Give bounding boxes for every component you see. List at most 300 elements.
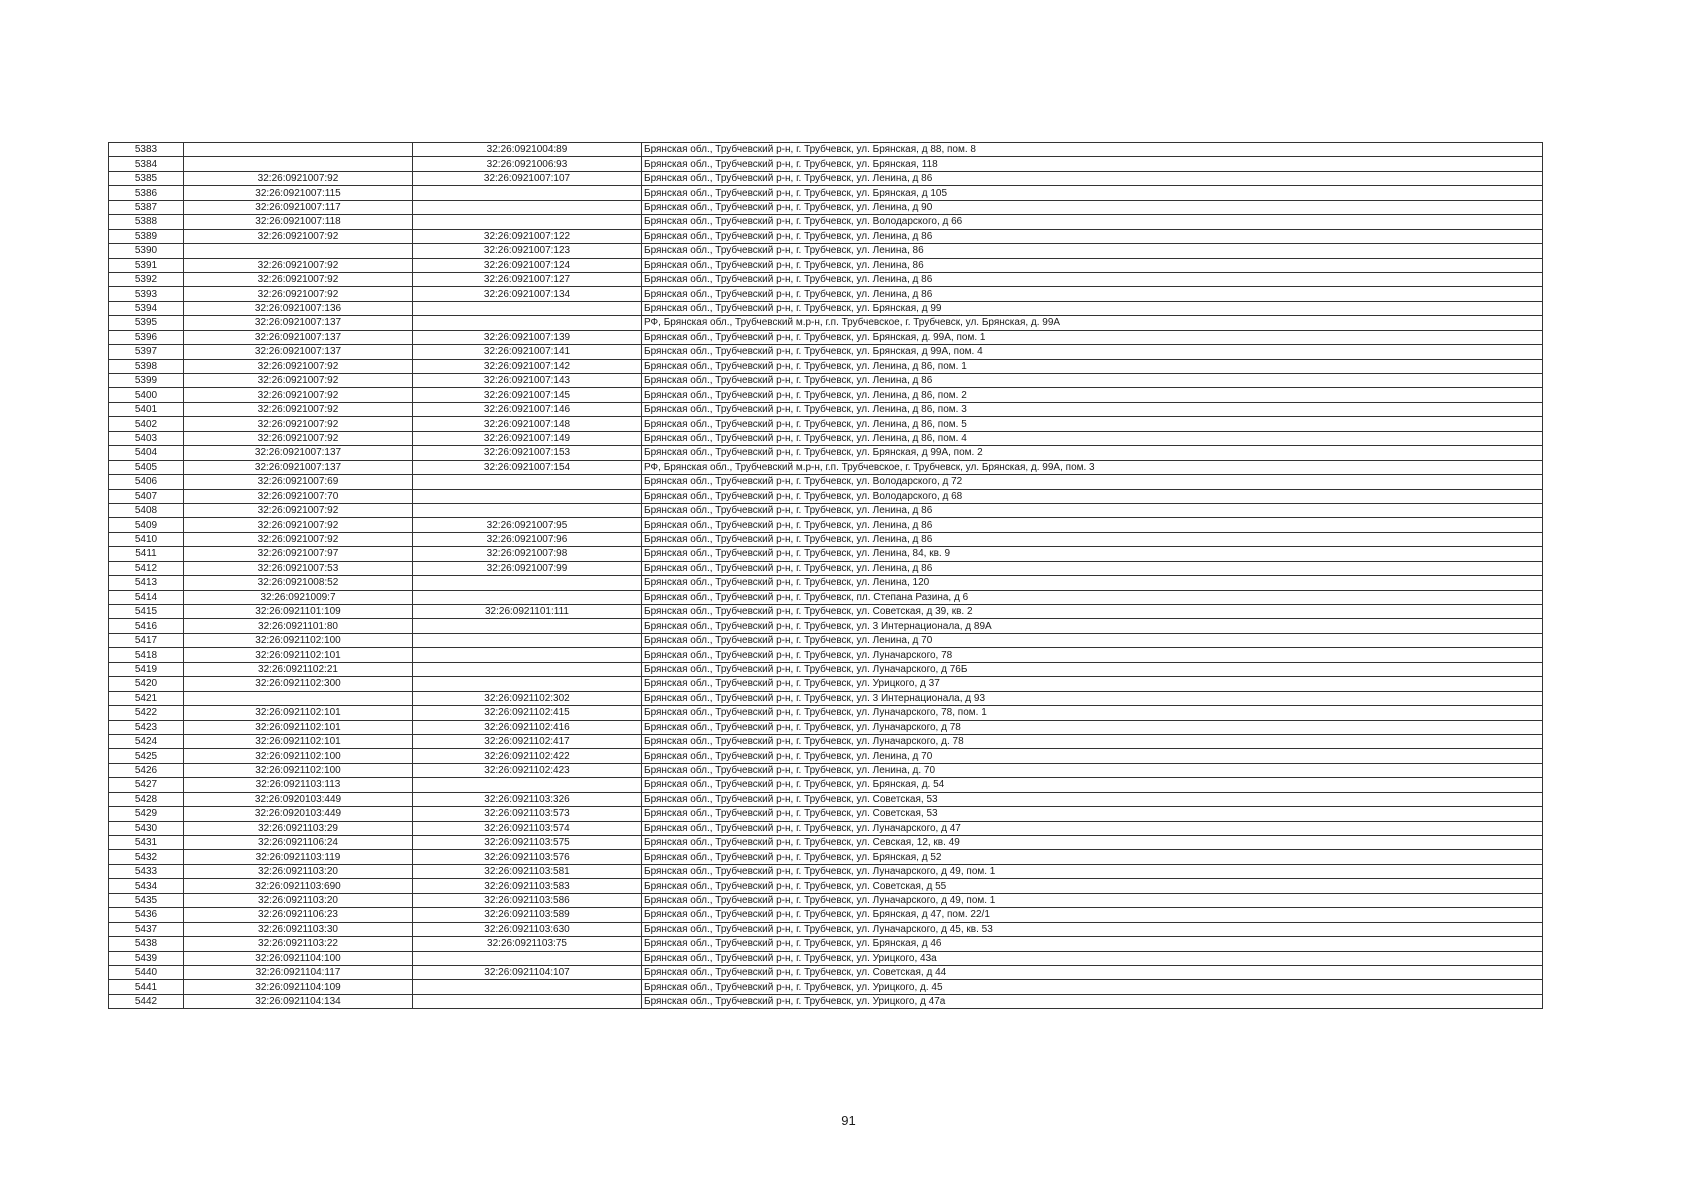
cadastral-number-cell: 32:26:0921102:422: [413, 749, 642, 763]
cadastral-number-cell: 32:26:0921007:98: [413, 547, 642, 561]
row-number-cell: 5401: [109, 402, 184, 416]
address-cell: Брянская обл., Трубчевский р-н, г. Трубчевск, ул. Советская, д 44: [642, 965, 1543, 979]
registry-table-body: [109, 143, 1543, 1009]
parent-cadastral-number-cell: 32:26:0921007:115: [184, 186, 413, 200]
table-row: [109, 417, 1543, 431]
row-number-cell: 5427: [109, 778, 184, 792]
address-cell: Брянская обл., Трубчевский р-н, г. Трубчевск, ул. Ленина, д 86: [642, 272, 1543, 286]
parent-cadastral-number-cell: 32:26:0921106:24: [184, 836, 413, 850]
table-row: [109, 691, 1543, 705]
address-cell: Брянская обл., Трубчевский р-н, г. Трубчевск, ул. Володарского, д 66: [642, 215, 1543, 229]
table-row: [109, 547, 1543, 561]
parent-cadastral-number-cell: 32:26:0921007:69: [184, 475, 413, 489]
table-row: [109, 720, 1543, 734]
row-number-cell: 5386: [109, 186, 184, 200]
row-number-cell: 5417: [109, 633, 184, 647]
cadastral-number-cell: 32:26:0921102:417: [413, 734, 642, 748]
row-number-cell: 5439: [109, 951, 184, 965]
table-row: [109, 994, 1543, 1008]
parent-cadastral-number-cell: 32:26:0921103:113: [184, 778, 413, 792]
parent-cadastral-number-cell: 32:26:0921104:100: [184, 951, 413, 965]
row-number-cell: 5398: [109, 359, 184, 373]
address-cell: Брянская обл., Трубчевский р-н, г. Трубчевск, ул. Ленина, д 86: [642, 229, 1543, 243]
table-row: [109, 836, 1543, 850]
address-cell: Брянская обл., Трубчевский р-н, г. Трубчевск, ул. Брянская, 118: [642, 157, 1543, 171]
cadastral-number-cell: 32:26:0921101:111: [413, 605, 642, 619]
cadastral-number-cell: 32:26:0921007:123: [413, 244, 642, 258]
table-row: [109, 200, 1543, 214]
cadastral-number-cell: 32:26:0921007:154: [413, 460, 642, 474]
address-cell: Брянская обл., Трубчевский р-н, г. Трубчевск, ул. Урицкого, д 47а: [642, 994, 1543, 1008]
address-cell: Брянская обл., Трубчевский р-н, г. Трубчевск, ул. Брянская, д 99А, пом. 4: [642, 345, 1543, 359]
row-number-cell: 5407: [109, 489, 184, 503]
table-row: [109, 864, 1543, 878]
cadastral-number-cell: 32:26:0921007:139: [413, 330, 642, 344]
parent-cadastral-number-cell: 32:26:0921007:53: [184, 561, 413, 575]
cadastral-number-cell: 32:26:0921007:134: [413, 287, 642, 301]
cadastral-number-cell: 32:26:0921007:122: [413, 229, 642, 243]
cadastral-number-cell: [413, 301, 642, 315]
cadastral-number-cell: 32:26:0921004:89: [413, 143, 642, 157]
table-row: [109, 532, 1543, 546]
parent-cadastral-number-cell: [184, 244, 413, 258]
address-cell: Брянская обл., Трубчевский р-н, г. Трубчевск, ул. Брянская, д. 99А, пом. 1: [642, 330, 1543, 344]
address-cell: Брянская обл., Трубчевский р-н, г. Трубчевск, ул. Урицкого, д 37: [642, 677, 1543, 691]
row-number-cell: 5408: [109, 503, 184, 517]
parent-cadastral-number-cell: [184, 143, 413, 157]
parent-cadastral-number-cell: 32:26:0921007:70: [184, 489, 413, 503]
parent-cadastral-number-cell: 32:26:0921102:101: [184, 706, 413, 720]
address-cell: Брянская обл., Трубчевский р-н, г. Трубчевск, ул. Луначарского, 78, пом. 1: [642, 706, 1543, 720]
address-cell: Брянская обл., Трубчевский р-н, г. Трубчевск, ул. Ленина, 86: [642, 258, 1543, 272]
address-cell: Брянская обл., Трубчевский р-н, г. Трубчевск, ул. Володарского, д 68: [642, 489, 1543, 503]
table-row: [109, 893, 1543, 907]
parent-cadastral-number-cell: 32:26:0921007:97: [184, 547, 413, 561]
row-number-cell: 5409: [109, 518, 184, 532]
row-number-cell: 5410: [109, 532, 184, 546]
row-number-cell: 5436: [109, 908, 184, 922]
cadastral-number-cell: 32:26:0921007:124: [413, 258, 642, 272]
cadastral-number-cell: [413, 648, 642, 662]
table-row: [109, 446, 1543, 460]
table-row: [109, 734, 1543, 748]
row-number-cell: 5423: [109, 720, 184, 734]
cadastral-number-cell: 32:26:0921007:95: [413, 518, 642, 532]
address-cell: Брянская обл., Трубчевский р-н, г. Трубчевск, ул. Луначарского, д 49, пом. 1: [642, 893, 1543, 907]
table-row: [109, 229, 1543, 243]
row-number-cell: 5392: [109, 272, 184, 286]
parent-cadastral-number-cell: 32:26:0921007:117: [184, 200, 413, 214]
table-row: [109, 272, 1543, 286]
cadastral-number-cell: 32:26:0921007:143: [413, 374, 642, 388]
address-cell: Брянская обл., Трубчевский р-н, г. Трубчевск, ул. Брянская, д 99А, пом. 2: [642, 446, 1543, 460]
cadastral-number-cell: 32:26:0921007:145: [413, 388, 642, 402]
address-cell: Брянская обл., Трубчевский р-н, г. Трубчевск, ул. Ленина, д 86: [642, 374, 1543, 388]
table-row: [109, 489, 1543, 503]
parent-cadastral-number-cell: 32:26:0921104:134: [184, 994, 413, 1008]
parent-cadastral-number-cell: 32:26:0921103:29: [184, 821, 413, 835]
address-cell: Брянская обл., Трубчевский р-н, г. Трубчевск, ул. Брянская, д 99: [642, 301, 1543, 315]
row-number-cell: 5419: [109, 662, 184, 676]
table-row: [109, 215, 1543, 229]
address-cell: Брянская обл., Трубчевский р-н, г. Трубчевск, ул. 3 Интернационала, д 89А: [642, 619, 1543, 633]
parent-cadastral-number-cell: 32:26:0921007:92: [184, 171, 413, 185]
cadastral-number-cell: 32:26:0921104:107: [413, 965, 642, 979]
address-cell: Брянская обл., Трубчевский р-н, г. Трубчевск, ул. Брянская, д 52: [642, 850, 1543, 864]
parent-cadastral-number-cell: 32:26:0921007:136: [184, 301, 413, 315]
cadastral-number-cell: [413, 994, 642, 1008]
address-cell: Брянская обл., Трубчевский р-н, г. Трубчевск, ул. Луначарского, д. 78: [642, 734, 1543, 748]
table-row: [109, 402, 1543, 416]
table-row: [109, 186, 1543, 200]
row-number-cell: 5426: [109, 763, 184, 777]
parent-cadastral-number-cell: 32:26:0921102:100: [184, 633, 413, 647]
parent-cadastral-number-cell: 32:26:0921007:137: [184, 345, 413, 359]
table-row: [109, 518, 1543, 532]
row-number-cell: 5404: [109, 446, 184, 460]
parent-cadastral-number-cell: 32:26:0921007:118: [184, 215, 413, 229]
row-number-cell: 5406: [109, 475, 184, 489]
row-number-cell: 5395: [109, 316, 184, 330]
table-row: [109, 749, 1543, 763]
cadastral-number-cell: [413, 778, 642, 792]
address-cell: Брянская обл., Трубчевский р-н, г. Трубчевск, ул. Луначарского, д 78: [642, 720, 1543, 734]
table-row: [109, 503, 1543, 517]
parent-cadastral-number-cell: 32:26:0921007:92: [184, 359, 413, 373]
cadastral-number-cell: [413, 475, 642, 489]
cadastral-number-cell: 32:26:0921103:573: [413, 807, 642, 821]
cadastral-number-cell: [413, 590, 642, 604]
cadastral-number-cell: [413, 619, 642, 633]
table-row: [109, 576, 1543, 590]
table-row: [109, 965, 1543, 979]
row-number-cell: 5412: [109, 561, 184, 575]
parent-cadastral-number-cell: 32:26:0921009:7: [184, 590, 413, 604]
parent-cadastral-number-cell: [184, 691, 413, 705]
cadastral-number-cell: 32:26:0921103:589: [413, 908, 642, 922]
cadastral-number-cell: 32:26:0921007:148: [413, 417, 642, 431]
table-row: [109, 345, 1543, 359]
parent-cadastral-number-cell: 32:26:0920103:449: [184, 792, 413, 806]
table-row: [109, 475, 1543, 489]
table-row: [109, 763, 1543, 777]
table-row: [109, 590, 1543, 604]
cadastral-number-cell: 32:26:0921102:302: [413, 691, 642, 705]
registry-table: [108, 142, 1543, 1009]
address-cell: Брянская обл., Трубчевский р-н, г. Трубчевск, ул. Ленина, д 86: [642, 561, 1543, 575]
table-row: [109, 171, 1543, 185]
address-cell: Брянская обл., Трубчевский р-н, г. Трубчевск, ул. Ленина, 86: [642, 244, 1543, 258]
parent-cadastral-number-cell: 32:26:0921008:52: [184, 576, 413, 590]
address-cell: Брянская обл., Трубчевский р-н, г. Трубчевск, ул. Ленина, д 86, пом. 4: [642, 431, 1543, 445]
table-row: [109, 778, 1543, 792]
address-cell: Брянская обл., Трубчевский р-н, г. Трубчевск, ул. Ленина, д 70: [642, 633, 1543, 647]
row-number-cell: 5415: [109, 605, 184, 619]
parent-cadastral-number-cell: [184, 157, 413, 171]
row-number-cell: 5397: [109, 345, 184, 359]
parent-cadastral-number-cell: 32:26:0921106:23: [184, 908, 413, 922]
row-number-cell: 5396: [109, 330, 184, 344]
parent-cadastral-number-cell: 32:26:0921102:101: [184, 720, 413, 734]
address-cell: Брянская обл., Трубчевский р-н, г. Трубчевск, ул. Ленина, д 90: [642, 200, 1543, 214]
row-number-cell: 5442: [109, 994, 184, 1008]
parent-cadastral-number-cell: 32:26:0921007:92: [184, 388, 413, 402]
parent-cadastral-number-cell: 32:26:0921007:92: [184, 518, 413, 532]
address-cell: Брянская обл., Трубчевский р-н, г. Трубчевск, пл. Степана Разина, д 6: [642, 590, 1543, 604]
table-row: [109, 431, 1543, 445]
table-row: [109, 143, 1543, 157]
parent-cadastral-number-cell: 32:26:0921007:137: [184, 330, 413, 344]
row-number-cell: 5405: [109, 460, 184, 474]
cadastral-number-cell: 32:26:0921007:99: [413, 561, 642, 575]
row-number-cell: 5432: [109, 850, 184, 864]
row-number-cell: 5388: [109, 215, 184, 229]
table-row: [109, 706, 1543, 720]
address-cell: Брянская обл., Трубчевский р-н, г. Трубчевск, ул. Ленина, д 86: [642, 287, 1543, 301]
parent-cadastral-number-cell: 32:26:0921007:92: [184, 258, 413, 272]
row-number-cell: 5384: [109, 157, 184, 171]
cadastral-number-cell: [413, 662, 642, 676]
table-row: [109, 359, 1543, 373]
cadastral-number-cell: 32:26:0921006:93: [413, 157, 642, 171]
address-cell: Брянская обл., Трубчевский р-н, г. Трубчевск, ул. Луначарского, 78: [642, 648, 1543, 662]
parent-cadastral-number-cell: 32:26:0921007:137: [184, 460, 413, 474]
address-cell: Брянская обл., Трубчевский р-н, г. Трубчевск, ул. Брянская, д 88, пом. 8: [642, 143, 1543, 157]
parent-cadastral-number-cell: 32:26:0921007:92: [184, 287, 413, 301]
row-number-cell: 5413: [109, 576, 184, 590]
table-row: [109, 388, 1543, 402]
address-cell: Брянская обл., Трубчевский р-н, г. Трубчевск, ул. Луначарского, д 45, кв. 53: [642, 922, 1543, 936]
cadastral-number-cell: 32:26:0921007:107: [413, 171, 642, 185]
address-cell: Брянская обл., Трубчевский р-н, г. Трубчевск, ул. Урицкого, 43а: [642, 951, 1543, 965]
parent-cadastral-number-cell: 32:26:0921007:92: [184, 374, 413, 388]
parent-cadastral-number-cell: 32:26:0921103:30: [184, 922, 413, 936]
cadastral-number-cell: [413, 316, 642, 330]
row-number-cell: 5420: [109, 677, 184, 691]
table-row: [109, 792, 1543, 806]
parent-cadastral-number-cell: 32:26:0921103:20: [184, 893, 413, 907]
parent-cadastral-number-cell: 32:26:0921104:109: [184, 980, 413, 994]
address-cell: Брянская обл., Трубчевский р-н, г. Трубчевск, ул. Советская, 53: [642, 792, 1543, 806]
parent-cadastral-number-cell: 32:26:0921103:22: [184, 937, 413, 951]
cadastral-number-cell: 32:26:0921007:149: [413, 431, 642, 445]
address-cell: Брянская обл., Трубчевский р-н, г. Трубчевск, ул. Ленина, д 86, пом. 5: [642, 417, 1543, 431]
table-row: [109, 677, 1543, 691]
row-number-cell: 5424: [109, 734, 184, 748]
parent-cadastral-number-cell: 32:26:0921007:92: [184, 402, 413, 416]
address-cell: Брянская обл., Трубчевский р-н, г. Трубчевск, ул. Ленина, д 86: [642, 532, 1543, 546]
cadastral-number-cell: [413, 633, 642, 647]
cadastral-number-cell: 32:26:0921007:96: [413, 532, 642, 546]
table-row: [109, 316, 1543, 330]
row-number-cell: 5430: [109, 821, 184, 835]
parent-cadastral-number-cell: 32:26:0921007:92: [184, 503, 413, 517]
table-row: [109, 619, 1543, 633]
cadastral-number-cell: 32:26:0921007:142: [413, 359, 642, 373]
row-number-cell: 5394: [109, 301, 184, 315]
row-number-cell: 5437: [109, 922, 184, 936]
address-cell: РФ, Брянская обл., Трубчевский м.р-н, г.п. Трубчевское, г. Трубчевск, ул. Брянская, д. 99А: [642, 316, 1543, 330]
parent-cadastral-number-cell: 32:26:0921102:300: [184, 677, 413, 691]
row-number-cell: 5402: [109, 417, 184, 431]
row-number-cell: 5403: [109, 431, 184, 445]
cadastral-number-cell: 32:26:0921103:75: [413, 937, 642, 951]
cadastral-number-cell: [413, 503, 642, 517]
row-number-cell: 5422: [109, 706, 184, 720]
table-row: [109, 561, 1543, 575]
address-cell: Брянская обл., Трубчевский р-н, г. Трубчевск, ул. Ленина, д 86: [642, 503, 1543, 517]
row-number-cell: 5421: [109, 691, 184, 705]
parent-cadastral-number-cell: 32:26:0921007:137: [184, 446, 413, 460]
parent-cadastral-number-cell: 32:26:0920103:449: [184, 807, 413, 821]
parent-cadastral-number-cell: 32:26:0921102:100: [184, 749, 413, 763]
row-number-cell: 5425: [109, 749, 184, 763]
address-cell: Брянская обл., Трубчевский р-н, г. Трубчевск, ул. Луначарского, д 76Б: [642, 662, 1543, 676]
table-row: [109, 374, 1543, 388]
row-number-cell: 5416: [109, 619, 184, 633]
address-cell: Брянская обл., Трубчевский р-н, г. Трубчевск, ул. 3 Интернационала, д 93: [642, 691, 1543, 705]
table-row: [109, 807, 1543, 821]
row-number-cell: 5433: [109, 864, 184, 878]
address-cell: Брянская обл., Трубчевский р-н, г. Трубчевск, ул. Советская, д 39, кв. 2: [642, 605, 1543, 619]
address-cell: Брянская обл., Трубчевский р-н, г. Трубчевск, ул. Брянская, д 105: [642, 186, 1543, 200]
cadastral-number-cell: [413, 980, 642, 994]
parent-cadastral-number-cell: 32:26:0921007:92: [184, 272, 413, 286]
address-cell: Брянская обл., Трубчевский р-н, г. Трубчевск, ул. Ленина, 84, кв. 9: [642, 547, 1543, 561]
table-row: [109, 633, 1543, 647]
address-cell: Брянская обл., Трубчевский р-н, г. Трубчевск, ул. Урицкого, д. 45: [642, 980, 1543, 994]
row-number-cell: 5385: [109, 171, 184, 185]
table-row: [109, 937, 1543, 951]
table-row: [109, 460, 1543, 474]
address-cell: Брянская обл., Трубчевский р-н, г. Трубчевск, ул. Советская, 53: [642, 807, 1543, 821]
address-cell: Брянская обл., Трубчевский р-н, г. Трубчевск, ул. Ленина, д 86, пом. 1: [642, 359, 1543, 373]
parent-cadastral-number-cell: 32:26:0921102:101: [184, 648, 413, 662]
cadastral-number-cell: 32:26:0921103:586: [413, 893, 642, 907]
cadastral-number-cell: 32:26:0921103:326: [413, 792, 642, 806]
address-cell: Брянская обл., Трубчевский р-н, г. Трубчевск, ул. Ленина, д 86, пом. 3: [642, 402, 1543, 416]
address-cell: Брянская обл., Трубчевский р-н, г. Трубчевск, ул. Ленина, д 86, пом. 2: [642, 388, 1543, 402]
row-number-cell: 5414: [109, 590, 184, 604]
address-cell: Брянская обл., Трубчевский р-н, г. Трубчевск, ул. Ленина, д 70: [642, 749, 1543, 763]
table-row: [109, 980, 1543, 994]
table-row: [109, 157, 1543, 171]
parent-cadastral-number-cell: 32:26:0921103:119: [184, 850, 413, 864]
parent-cadastral-number-cell: 32:26:0921102:21: [184, 662, 413, 676]
parent-cadastral-number-cell: 32:26:0921103:690: [184, 879, 413, 893]
cadastral-number-cell: [413, 186, 642, 200]
address-cell: Брянская обл., Трубчевский р-н, г. Трубчевск, ул. Брянская, д 46: [642, 937, 1543, 951]
parent-cadastral-number-cell: 32:26:0921007:92: [184, 431, 413, 445]
row-number-cell: 5389: [109, 229, 184, 243]
address-cell: Брянская обл., Трубчевский р-н, г. Трубчевск, ул. Ленина, 120: [642, 576, 1543, 590]
row-number-cell: 5428: [109, 792, 184, 806]
cadastral-number-cell: [413, 200, 642, 214]
cadastral-number-cell: 32:26:0921103:581: [413, 864, 642, 878]
row-number-cell: 5434: [109, 879, 184, 893]
row-number-cell: 5399: [109, 374, 184, 388]
address-cell: Брянская обл., Трубчевский р-н, г. Трубчевск, ул. Брянская, д 47, пом. 22/1: [642, 908, 1543, 922]
table-row: [109, 330, 1543, 344]
parent-cadastral-number-cell: 32:26:0921103:20: [184, 864, 413, 878]
address-cell: Брянская обл., Трубчевский р-н, г. Трубчевск, ул. Володарского, д 72: [642, 475, 1543, 489]
address-cell: Брянская обл., Трубчевский р-н, г. Трубчевск, ул. Ленина, д. 70: [642, 763, 1543, 777]
row-number-cell: 5441: [109, 980, 184, 994]
table-row: [109, 821, 1543, 835]
cadastral-number-cell: 32:26:0921103:574: [413, 821, 642, 835]
address-cell: Брянская обл., Трубчевский р-н, г. Трубчевск, ул. Севская, 12, кв. 49: [642, 836, 1543, 850]
address-cell: Брянская обл., Трубчевский р-н, г. Трубчевск, ул. Луначарского, д 49, пом. 1: [642, 864, 1543, 878]
cadastral-number-cell: [413, 677, 642, 691]
table-row: [109, 258, 1543, 272]
row-number-cell: 5393: [109, 287, 184, 301]
address-cell: Брянская обл., Трубчевский р-н, г. Трубчевск, ул. Луначарского, д 47: [642, 821, 1543, 835]
cadastral-number-cell: 32:26:0921103:630: [413, 922, 642, 936]
address-cell: Брянская обл., Трубчевский р-н, г. Трубчевск, ул. Ленина, д 86: [642, 518, 1543, 532]
row-number-cell: 5418: [109, 648, 184, 662]
row-number-cell: 5431: [109, 836, 184, 850]
address-cell: Брянская обл., Трубчевский р-н, г. Трубчевск, ул. Ленина, д 86: [642, 171, 1543, 185]
table-row: [109, 922, 1543, 936]
parent-cadastral-number-cell: 32:26:0921104:117: [184, 965, 413, 979]
cadastral-number-cell: 32:26:0921103:576: [413, 850, 642, 864]
cadastral-number-cell: [413, 576, 642, 590]
table-row: [109, 662, 1543, 676]
table-row: [109, 879, 1543, 893]
page-number: 91: [841, 1113, 856, 1128]
cadastral-number-cell: 32:26:0921007:141: [413, 345, 642, 359]
table-row: [109, 850, 1543, 864]
cadastral-number-cell: 32:26:0921007:153: [413, 446, 642, 460]
table-row: [109, 605, 1543, 619]
cadastral-number-cell: [413, 951, 642, 965]
parent-cadastral-number-cell: 32:26:0921102:101: [184, 734, 413, 748]
table-row: [109, 244, 1543, 258]
row-number-cell: 5411: [109, 547, 184, 561]
cadastral-number-cell: 32:26:0921007:127: [413, 272, 642, 286]
address-cell: Брянская обл., Трубчевский р-н, г. Трубчевск, ул. Брянская, д. 54: [642, 778, 1543, 792]
cadastral-number-cell: 32:26:0921102:423: [413, 763, 642, 777]
parent-cadastral-number-cell: 32:26:0921007:92: [184, 417, 413, 431]
table-row: [109, 648, 1543, 662]
table-row: [109, 287, 1543, 301]
table-row: [109, 908, 1543, 922]
parent-cadastral-number-cell: 32:26:0921101:109: [184, 605, 413, 619]
cadastral-number-cell: [413, 215, 642, 229]
cadastral-number-cell: 32:26:0921102:416: [413, 720, 642, 734]
row-number-cell: 5429: [109, 807, 184, 821]
parent-cadastral-number-cell: 32:26:0921007:92: [184, 229, 413, 243]
parent-cadastral-number-cell: 32:26:0921007:92: [184, 532, 413, 546]
address-cell: РФ, Брянская обл., Трубчевский м.р-н, г.п. Трубчевское, г. Трубчевск, ул. Брянская, д. 99А, пом. 3: [642, 460, 1543, 474]
cadastral-number-cell: 32:26:0921007:146: [413, 402, 642, 416]
row-number-cell: 5400: [109, 388, 184, 402]
cadastral-number-cell: 32:26:0921103:575: [413, 836, 642, 850]
row-number-cell: 5435: [109, 893, 184, 907]
row-number-cell: 5387: [109, 200, 184, 214]
address-cell: Брянская обл., Трубчевский р-н, г. Трубчевск, ул. Советская, д 55: [642, 879, 1543, 893]
cadastral-number-cell: 32:26:0921103:583: [413, 879, 642, 893]
parent-cadastral-number-cell: 32:26:0921102:100: [184, 763, 413, 777]
parent-cadastral-number-cell: 32:26:0921007:137: [184, 316, 413, 330]
table-row: [109, 951, 1543, 965]
row-number-cell: 5383: [109, 143, 184, 157]
row-number-cell: 5391: [109, 258, 184, 272]
row-number-cell: 5440: [109, 965, 184, 979]
cadastral-number-cell: [413, 489, 642, 503]
row-number-cell: 5390: [109, 244, 184, 258]
row-number-cell: 5438: [109, 937, 184, 951]
